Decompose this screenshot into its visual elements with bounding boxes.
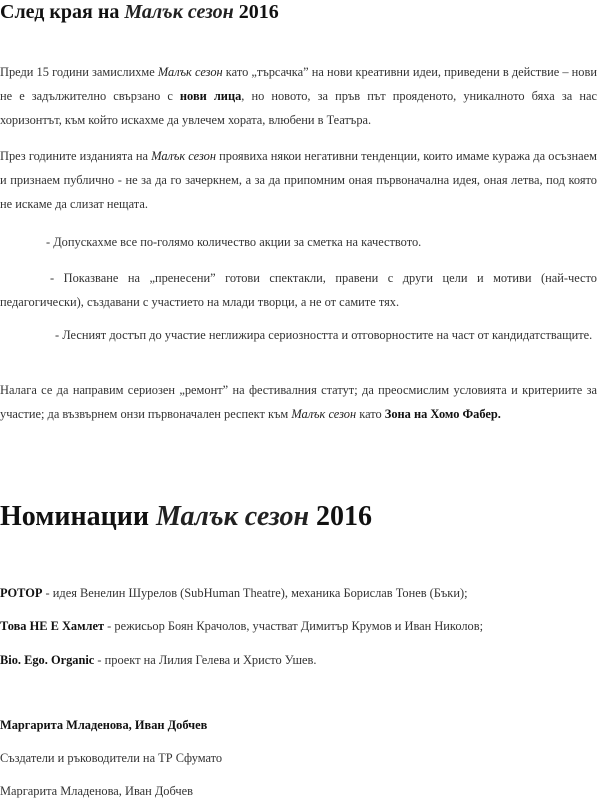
- paragraph-italic: Малък сезон: [291, 407, 357, 421]
- paragraph-text: като: [356, 407, 385, 421]
- title-italic-text: Малък сезон: [124, 1, 234, 23]
- section-title-nominations: [0, 500, 372, 534]
- paragraph-italic: Малък сезон: [157, 65, 223, 79]
- paragraph-bold: Зона на Хомо Фабер.: [384, 407, 501, 421]
- nomination-item: [0, 583, 468, 603]
- title-italic-text: Малък сезон: [155, 501, 310, 532]
- paragraph-conclusion: [0, 378, 597, 426]
- paragraph-text: като „търсачка” на нови креативни идеи, приведени в действие – нови не е задължително свързано с: [0, 65, 597, 103]
- paragraph-text: Налага се да направим сериозен „ремонт” на фестивалния статут; да преосмислим условията и критериите за участие; да възвърнем онзи първоначален респект към: [0, 383, 597, 421]
- bullet-item: - Лесният достъп до участие неглижира сериозността и отговорностите на част от кандидатстващите.: [55, 328, 593, 342]
- bullet-item: - Допускахме все по-голямо количество акции за сметка на качеството.: [46, 235, 422, 249]
- paragraph-text: проявиха някои негативни тенденции, които имаме куража да осъзнаем и признаем публично - не за да го зачеркнем, а за да припомним оная първоначална идея, оная летва, под която не искаме да слизат нещата.: [0, 149, 597, 211]
- title-text: Номинации: [0, 501, 156, 532]
- nomination-desc: - режисьор Боян Крачолов, участват Димитър Крумов и Иван Николов;: [104, 619, 484, 633]
- nomination-item: [0, 650, 316, 670]
- section-title-after-season: [0, 0, 279, 24]
- nomination-desc: - идея Венелин Шурелов (SubHuman Theatre), механика Борислав Тонев (Бъки);: [42, 586, 468, 600]
- nomination-item: [0, 616, 483, 636]
- nomination-name: РОТОР: [0, 586, 43, 600]
- bullet-item: - Показване на „пренесени” готови спектакли, правени с други цели и мотиви (най-често педагогически), създавани с участието на млади творци, а не от самите тях.: [0, 271, 597, 309]
- title-text: След края на: [0, 1, 125, 23]
- paragraph-tendencies: [0, 144, 597, 216]
- paragraph-bold: нови лица: [179, 89, 242, 103]
- paragraph-text: , но новото, за пръв път прояденото, уникалното бяха за нас хоризонтът, към който искахме да увлечем хората, влюбени в Театъра.: [0, 89, 597, 127]
- nomination-desc: - проект на Лилия Гелева и Христо Ушев.: [94, 653, 317, 667]
- author-names: Маргарита Младенова, Иван Добчев: [0, 784, 193, 798]
- title-year: 2016: [233, 1, 279, 23]
- paragraph-text: През годините изданията на: [0, 149, 152, 163]
- author-names-bold: [0, 715, 207, 735]
- nomination-name: Това НЕ Е Хамлет: [0, 619, 105, 633]
- nomination-name: Bio. Ego. Organic: [0, 653, 95, 667]
- title-year: 2016: [309, 501, 373, 532]
- author-bold: Маргарита Младенова, Иван Добчев: [0, 718, 208, 732]
- paragraph-italic: Малък сезон: [151, 149, 216, 163]
- paragraph-text: Преди 15 години замислихме: [0, 65, 158, 79]
- paragraph-intro: [0, 60, 597, 132]
- author-role: Създатели и ръководители на ТР Сфумато: [0, 751, 223, 765]
